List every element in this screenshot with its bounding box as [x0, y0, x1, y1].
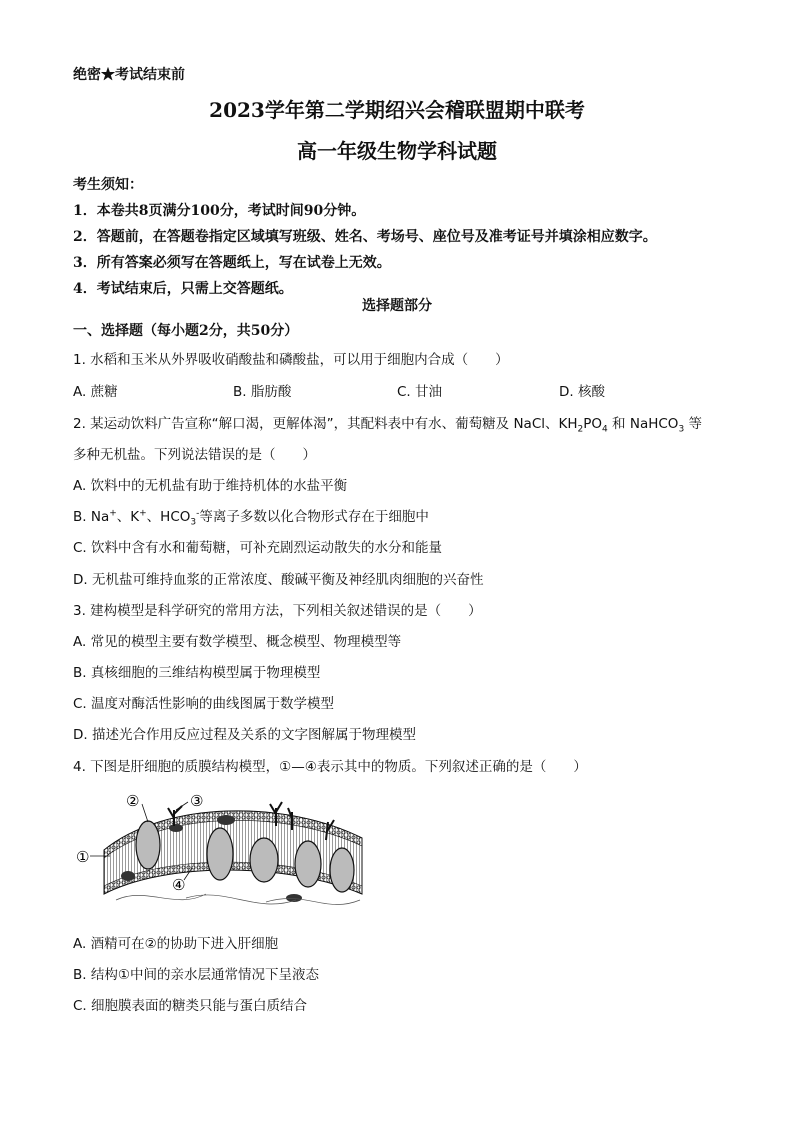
- question-1-stem: 1. 水稻和玉米从外界吸收硝酸盐和磷酸盐，可以用于细胞内合成（ ）: [73, 352, 509, 368]
- confidential-label: 绝密★考试结束前: [73, 67, 185, 83]
- membrane-protein: [295, 841, 321, 887]
- candidate-notice: [73, 172, 657, 302]
- question-3-stem: 3. 建构模型是科学研究的常用方法，下列相关叙述错误的是（ ）: [73, 603, 482, 619]
- question-2-stem-line2: 多种无机盐。下列说法错误的是（ ）: [73, 447, 316, 463]
- peripheral-protein: [217, 815, 235, 825]
- option-b: B. 脂肪酸: [233, 384, 292, 400]
- exam-subtitle: 高一年级生物学科试题: [297, 139, 497, 163]
- question-2-option-d: D. 无机盐可维持血浆的正常浓度、酸碱平衡及神经肌肉细胞的兴奋性: [73, 572, 484, 588]
- question-2-option-c: C. 饮料中含有水和葡萄糖，可补充剧烈运动散失的水分和能量: [73, 540, 443, 556]
- question-3-option-a: A. 常见的模型主要有数学模型、概念模型、物理模型等: [73, 634, 402, 650]
- diagram-label-4: ④: [172, 876, 186, 894]
- question-3-option-d: D. 描述光合作用反应过程及关系的文字图解属于物理模型: [73, 727, 416, 743]
- membrane-protein: [250, 838, 278, 882]
- peripheral-protein: [169, 824, 183, 832]
- question-3-option-c: C. 温度对酶活性影响的曲线图属于数学模型: [73, 696, 335, 712]
- question-4-option-b: B. 结构①中间的亲水层通常情况下呈液态: [73, 967, 319, 983]
- notice-item: 1．本卷共8页满分100分，考试时间90分钟。: [73, 203, 366, 219]
- question-2-option-b: B. Na+、K+、$HCO_3^-$等离子多数以化合物形式存在于细胞中: [73, 508, 429, 528]
- question-3-option-b: B. 真核细胞的三维结构模型属于物理模型: [73, 665, 321, 681]
- part-heading: 一、选择题（每小题2分，共50分）: [73, 323, 299, 339]
- notice-item: 2．答题前，在答题卷指定区域填写班级、姓名、考场号、座位号及准考证号并填涂相应数字。: [73, 229, 657, 245]
- membrane-protein: [207, 828, 233, 880]
- question-4-option-a: A. 酒精可在②的协助下进入肝细胞: [73, 936, 279, 952]
- membrane-protein: [136, 821, 160, 869]
- option-a: A. 蔗糖: [73, 384, 118, 400]
- exam-title: 2023学年第二学期绍兴会稽联盟期中联考: [209, 98, 585, 122]
- question-4-option-c: C. 细胞膜表面的糖类只能与蛋白质结合: [73, 998, 308, 1014]
- option-d: D. 核酸: [559, 384, 605, 400]
- section-heading: 选择题部分: [362, 298, 432, 314]
- notice-item: 3．所有答案必须写在答题纸上，写在试卷上无效。: [73, 255, 391, 271]
- membrane-diagram: [76, 790, 368, 918]
- question-2-stem: 2. 某运动饮料广告宣称“解口渴，更解体渴”，其配料表中有水、葡萄糖及 NaCl、$KH_2PO_4$ 和 NaHCO$_3$ 等: [73, 416, 702, 435]
- question-2-option-a: A. 饮料中的无机盐有助于维持机体的水盐平衡: [73, 478, 348, 494]
- notice-heading: 考生须知：: [73, 177, 143, 193]
- diagram-label-2: ②: [126, 792, 140, 810]
- membrane-protein: [330, 848, 354, 892]
- diagram-label-1: ①: [76, 848, 90, 866]
- question-4-stem: 4. 下图是肝细胞的质膜结构模型，①—④表示其中的物质。下列叙述正确的是（ ）: [73, 759, 587, 775]
- notice-item: 4．考试结束后，只需上交答题纸。: [73, 281, 293, 297]
- cytoskeleton-fibers: [116, 894, 360, 905]
- option-c: C. 甘油: [397, 384, 443, 400]
- peripheral-protein: [121, 871, 135, 881]
- diagram-label-3: ③: [190, 792, 204, 810]
